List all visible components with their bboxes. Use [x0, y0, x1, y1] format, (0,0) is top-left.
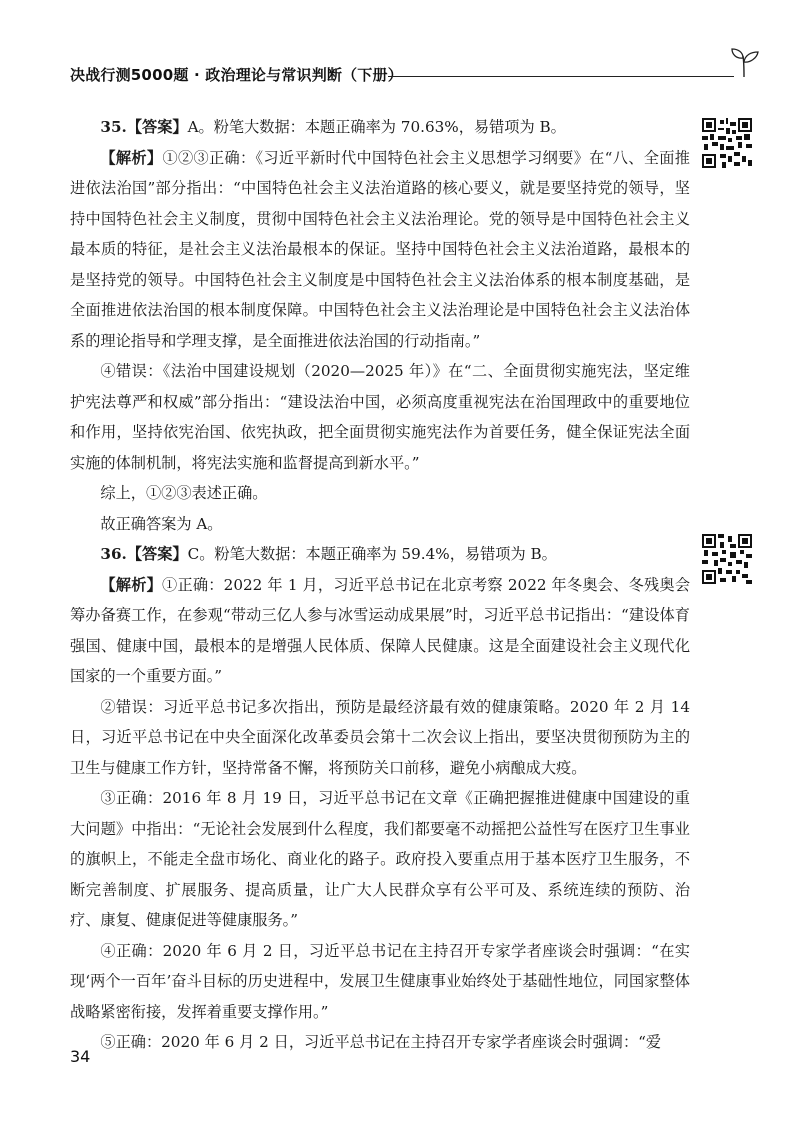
analysis-35-summary: 综上，①②③表述正确。	[100, 484, 268, 502]
sprout-icon	[730, 46, 760, 78]
qr-code-icon	[702, 118, 752, 168]
analysis-36-item5: ⑤正确：2020 年 6 月 2 日，习近平总书记在主持召开专家学者座谈会时强调：“爱	[100, 1033, 662, 1051]
analysis-36-item3: ③正确：2016 年 8 月 19 日，习近平总书记在文章《正确把握推进健康中国建设的重大问题》中指出：“无论社会发展到什么程度，我们都要毫不动摇把公益性写在医疗卫生事业的旗帜上，不能走全盘市场化、商业化的路子。政府投入要重点用于基本医疗卫生服务，不断完善制度、扩展服务、提高质量，让广大人民群众享有公平可及、系统连续的预防、治疗、康复、健康促进等健康服务。”	[70, 789, 690, 929]
book-title: 决战行测5000题 · 政治理论与常识判断（下册）	[70, 66, 403, 84]
qr-code-icon	[702, 534, 752, 584]
page-number: 34	[70, 1047, 91, 1066]
analysis-36-item2: ②错误：习近平总书记多次指出，预防是最经济最有效的健康策略。2020 年 2 月 14 日，习近平总书记在中央全面深化改革委员会第十二次会议上指出，要坚决贯彻预防为主的卫生与健康工作方针，坚持常备不懈，将预防关口前移，避免小病酿成大疫。	[70, 697, 690, 777]
answer-35: 35.【答案】A。粉笔大数据：本题正确率为 70.63%，易错项为 B。	[100, 118, 566, 136]
analysis-36-item4: ④正确：2020 年 6 月 2 日，习近平总书记在主持召开专家学者座谈会时强调：“在实现‘两个一百年’奋斗目标的历史进程中，发展卫生健康事业始终处于基础性地位，同国家整体战略紧密衔接，发挥着重要支撑作用。”	[70, 941, 690, 1021]
analysis-35-main: 【解析】①②③正确：《习近平新时代中国特色社会主义思想学习纲要》在“八、全面推进依法治国”部分指出：“中国特色社会主义法治道路的核心要义，就是要坚持党的领导，坚持中国特色社会主义制度，贯彻中国特色社会主义法治理论。党的领导是中国特色社会主义最本质的特征，是社会主义法治最根本的保证。坚持中国特色社会主义法治道路，最根本的是坚持党的领导。中国特色社会主义制度是中国特色社会主义法治体系的根本制度基础，是全面推进依法治国的根本制度保障。中国特色社会主义法治理论是中国特色社会主义法治体系的理论指导和学理支撑，是全面推进依法治国的行动指南。”	[70, 148, 690, 350]
header-rule	[388, 76, 734, 77]
analysis-35-conclusion: 故正确答案为 A。	[100, 514, 223, 533]
analysis-35-item4: ④错误：《法治中国建设规划（2020—2025 年）》在“二、全面贯彻实施宪法，坚定维护宪法尊严和权威”部分指出：“建设法治中国，必须高度重视宪法在治国理政中的重要地位和作用，坚持依宪治国、依宪执政，把全面贯彻实施宪法作为首要任务，健全保证宪法全面实施的体制机制，将宪法实施和监督提高到新水平。”	[70, 362, 690, 472]
running-header	[70, 62, 760, 86]
answer-36: 36.【答案】C。粉笔大数据：本题正确率为 59.4%，易错项为 B。	[100, 545, 557, 563]
page-body	[70, 112, 690, 1058]
analysis-36-item1: 【解析】①正确：2022 年 1 月，习近平总书记在北京考察 2022 年冬奥会、冬残奥会筹办备赛工作，在参观“带动三亿人参与冰雪运动成果展”时，习近平总书记指出：“建设体育强国、健康中国，最根本的是增强人民体质、保障人民健康。这是全面建设社会主义现代化国家的一个重要方面。”	[70, 575, 691, 685]
